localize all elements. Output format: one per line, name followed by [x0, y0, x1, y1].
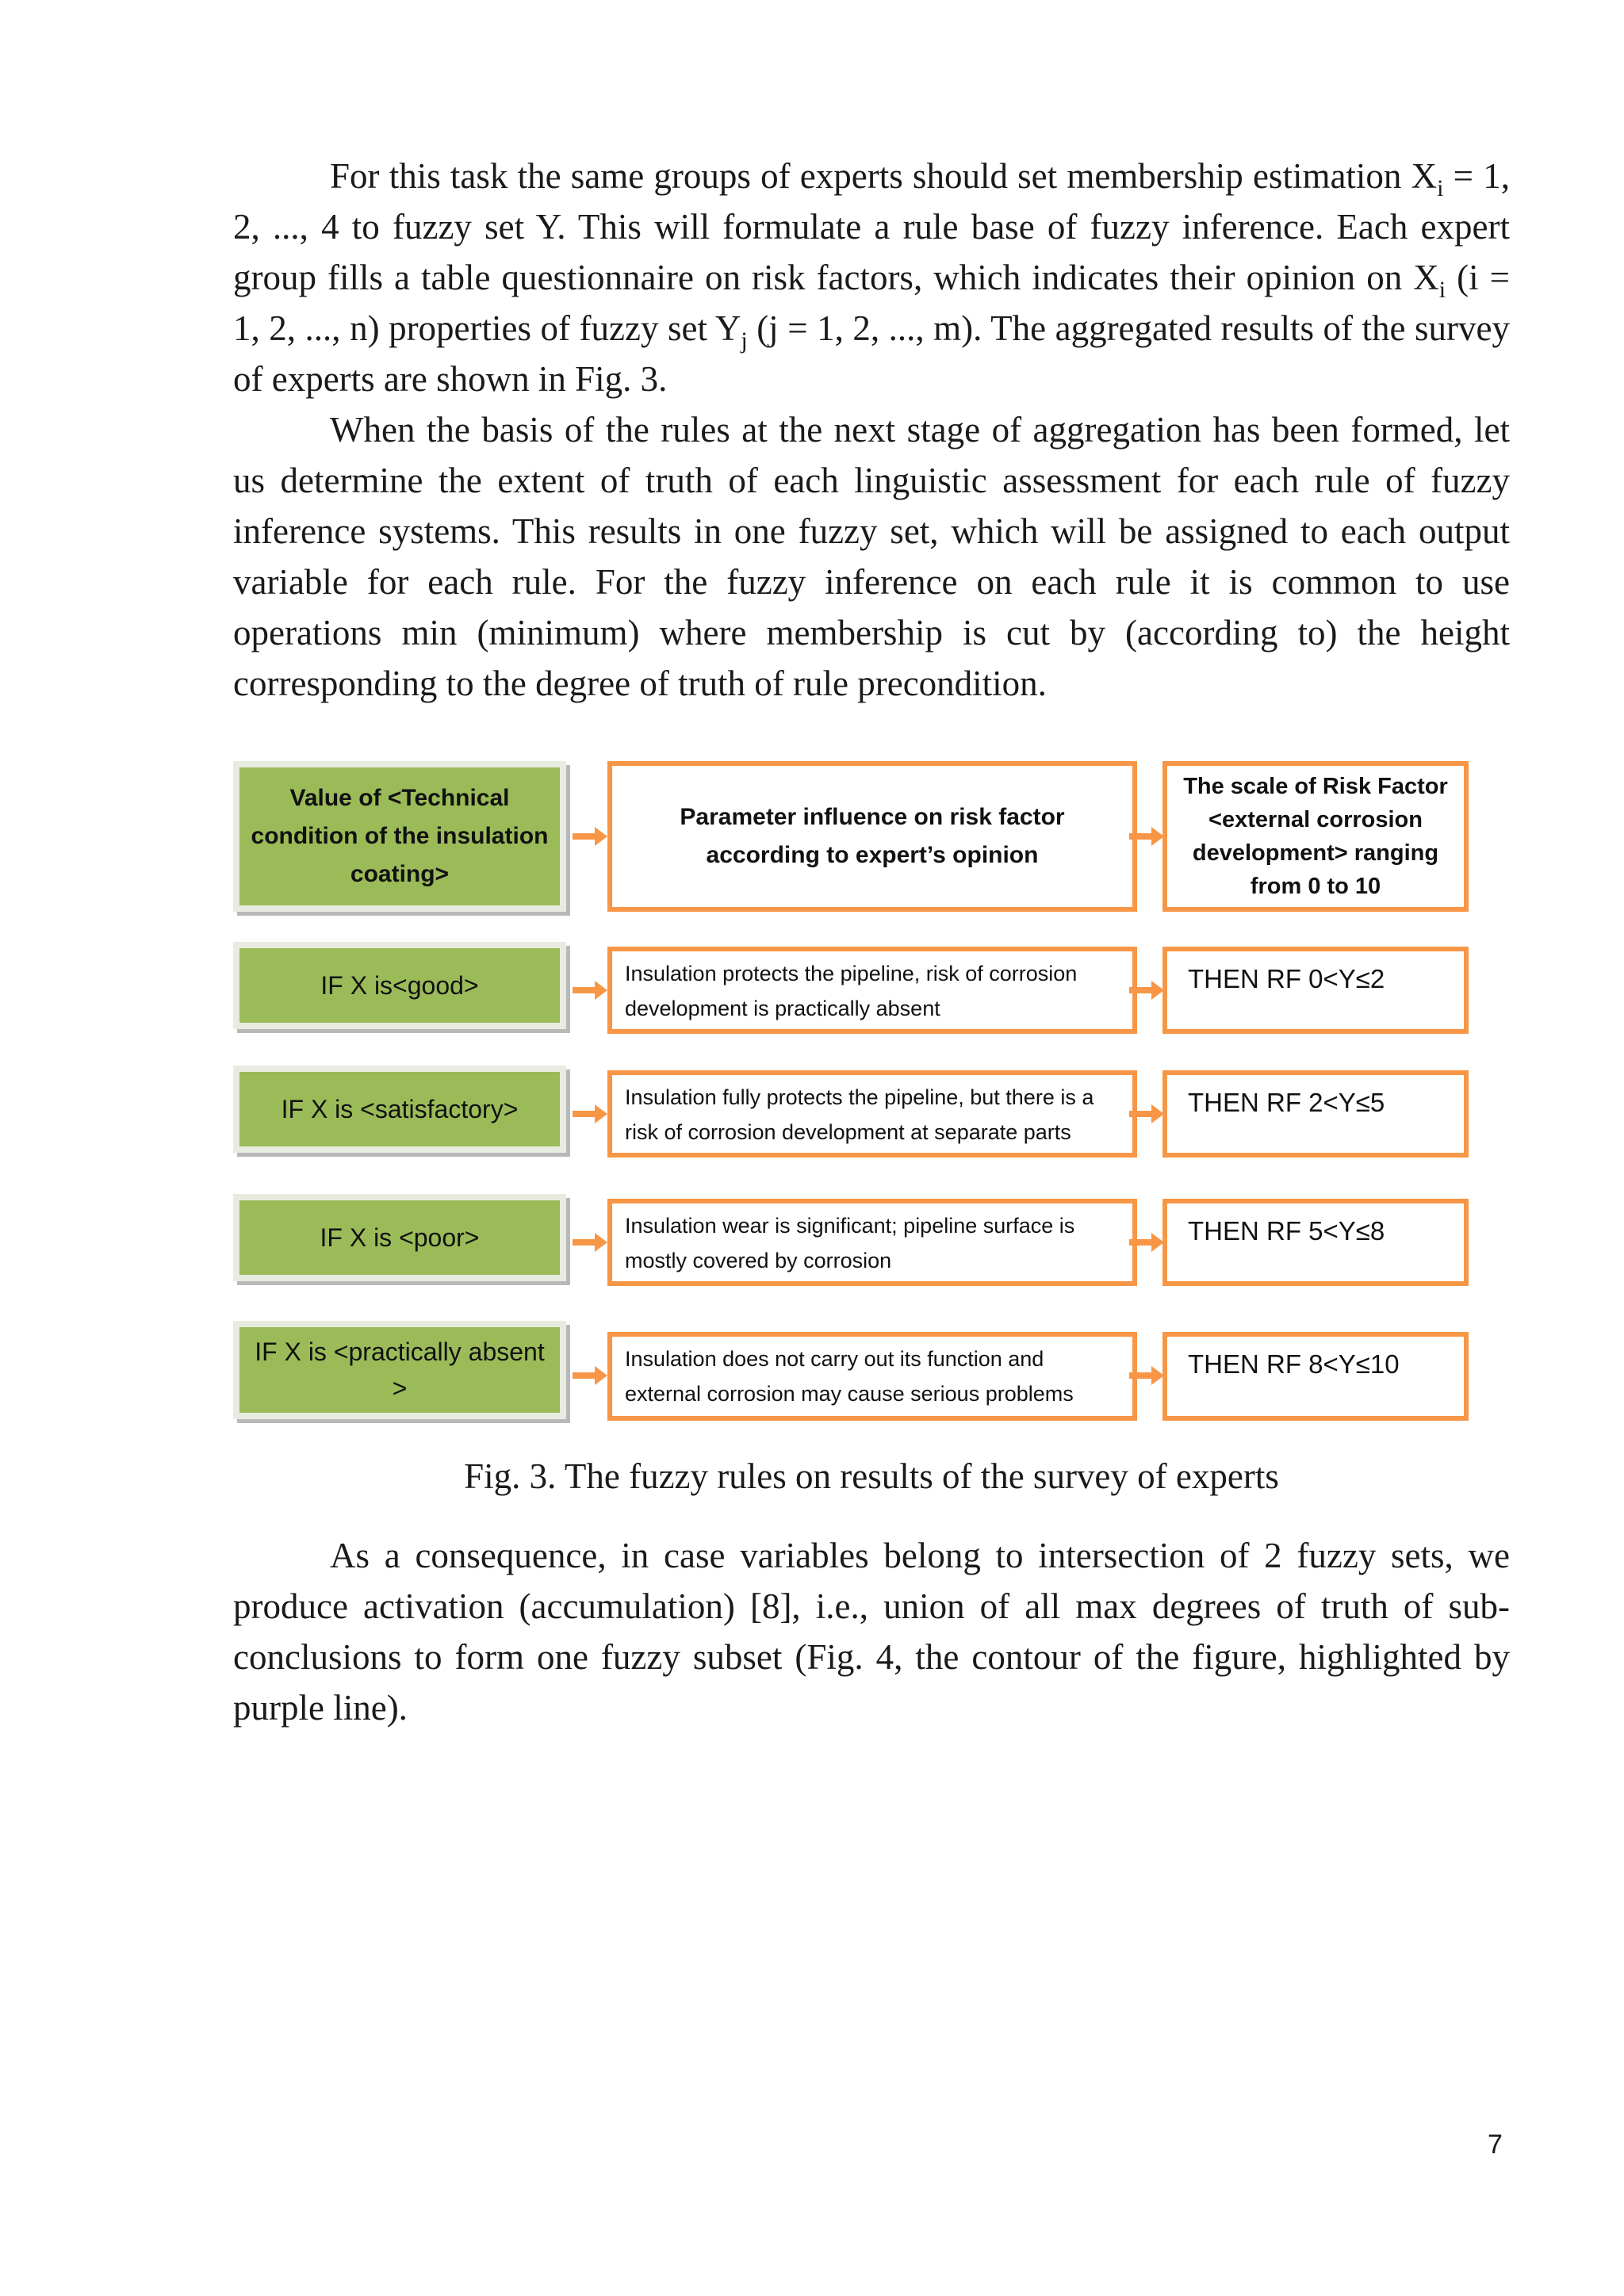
rule-influence-satisfactory: Insulation fully protects the pipeline, but there is a risk of corrosion development at separate parts	[607, 1070, 1137, 1158]
paragraph-1: For this task the same groups of experts should set membership estimation $X_i = 1$, 2, ..., 4 to fuzzy set Y. This will formulate a rule base of fuzzy inference. Each expert group fills a table questionnaire on risk factors, which indicates their opinion on $X_i$ (i = 1, 2, ..., n) properties of fuzzy set $Y_j$ (j = 1, 2, ..., m). The aggregated results of the survey of experts are shown in Fig. 3.	[233, 156, 1510, 399]
page-number: 7	[1488, 2130, 1503, 2160]
rule-condition-good: IF X is<good>	[233, 942, 566, 1029]
arrow-icon	[573, 1364, 609, 1387]
paragraph-3: As a consequence, in case variables belong to intersection of 2 fuzzy sets, we produce activation (accumulation) [8], i.e., union of all max degrees of truth of sub-conclusions to form one fuzzy subset (Fig. 4, the contour of the figure, highlighted by purple line).	[233, 1536, 1510, 1728]
rule-result-good: THEN RF 0<Y≤2	[1162, 947, 1469, 1034]
rule-influence-good: Insulation protects the pipeline, risk of corrosion development is practically absent	[607, 947, 1137, 1034]
rule-condition-poor: IF X is <poor>	[233, 1194, 566, 1281]
header-scale-box: The scale of Risk Factor <external corrosion development> ranging from 0 to 10	[1162, 761, 1469, 912]
arrow-icon	[1129, 1102, 1166, 1126]
figure-caption: Fig. 3. The fuzzy rules on results of the survey of experts	[464, 1456, 1279, 1496]
rule-result-satisfactory: THEN RF 2<Y≤5	[1162, 1070, 1469, 1158]
arrow-icon	[1129, 1230, 1166, 1254]
header-input-box: Value of <Technical condition of the insulation coating>	[233, 761, 566, 912]
rule-influence-poor: Insulation wear is significant; pipeline surface is mostly covered by corrosion	[607, 1199, 1137, 1286]
arrow-icon	[573, 825, 609, 848]
rule-condition-satisfactory: IF X is <satisfactory>	[233, 1066, 566, 1153]
rule-influence-practically-absent: Insulation does not carry out its function and external corrosion may cause serious problems	[607, 1332, 1137, 1421]
header-influence-box: Parameter influence on risk factor according to expert’s opinion	[607, 761, 1137, 912]
rule-result-poor: THEN RF 5<Y≤8	[1162, 1199, 1469, 1286]
arrow-icon	[1129, 978, 1166, 1002]
rule-condition-practically-absent: IF X is <practically absent >	[233, 1321, 566, 1419]
arrow-icon	[1129, 1364, 1166, 1387]
arrow-icon	[1129, 825, 1166, 848]
arrow-icon	[573, 1230, 609, 1254]
paragraph-2: When the basis of the rules at the next stage of aggregation has been formed, let us determine the extent of truth of each linguistic assessment for each rule of fuzzy inference systems. This results in one fuzzy set, which will be assigned to each output variable for each rule. For the fuzzy inference on each rule it is common to use operations min (minimum) where membership is cut by (according to) the height corresponding to the degree of truth of rule precondition.	[233, 410, 1510, 703]
arrow-icon	[573, 1102, 609, 1126]
rule-result-practically-absent: THEN RF 8<Y≤10	[1162, 1332, 1469, 1421]
arrow-icon	[573, 978, 609, 1002]
